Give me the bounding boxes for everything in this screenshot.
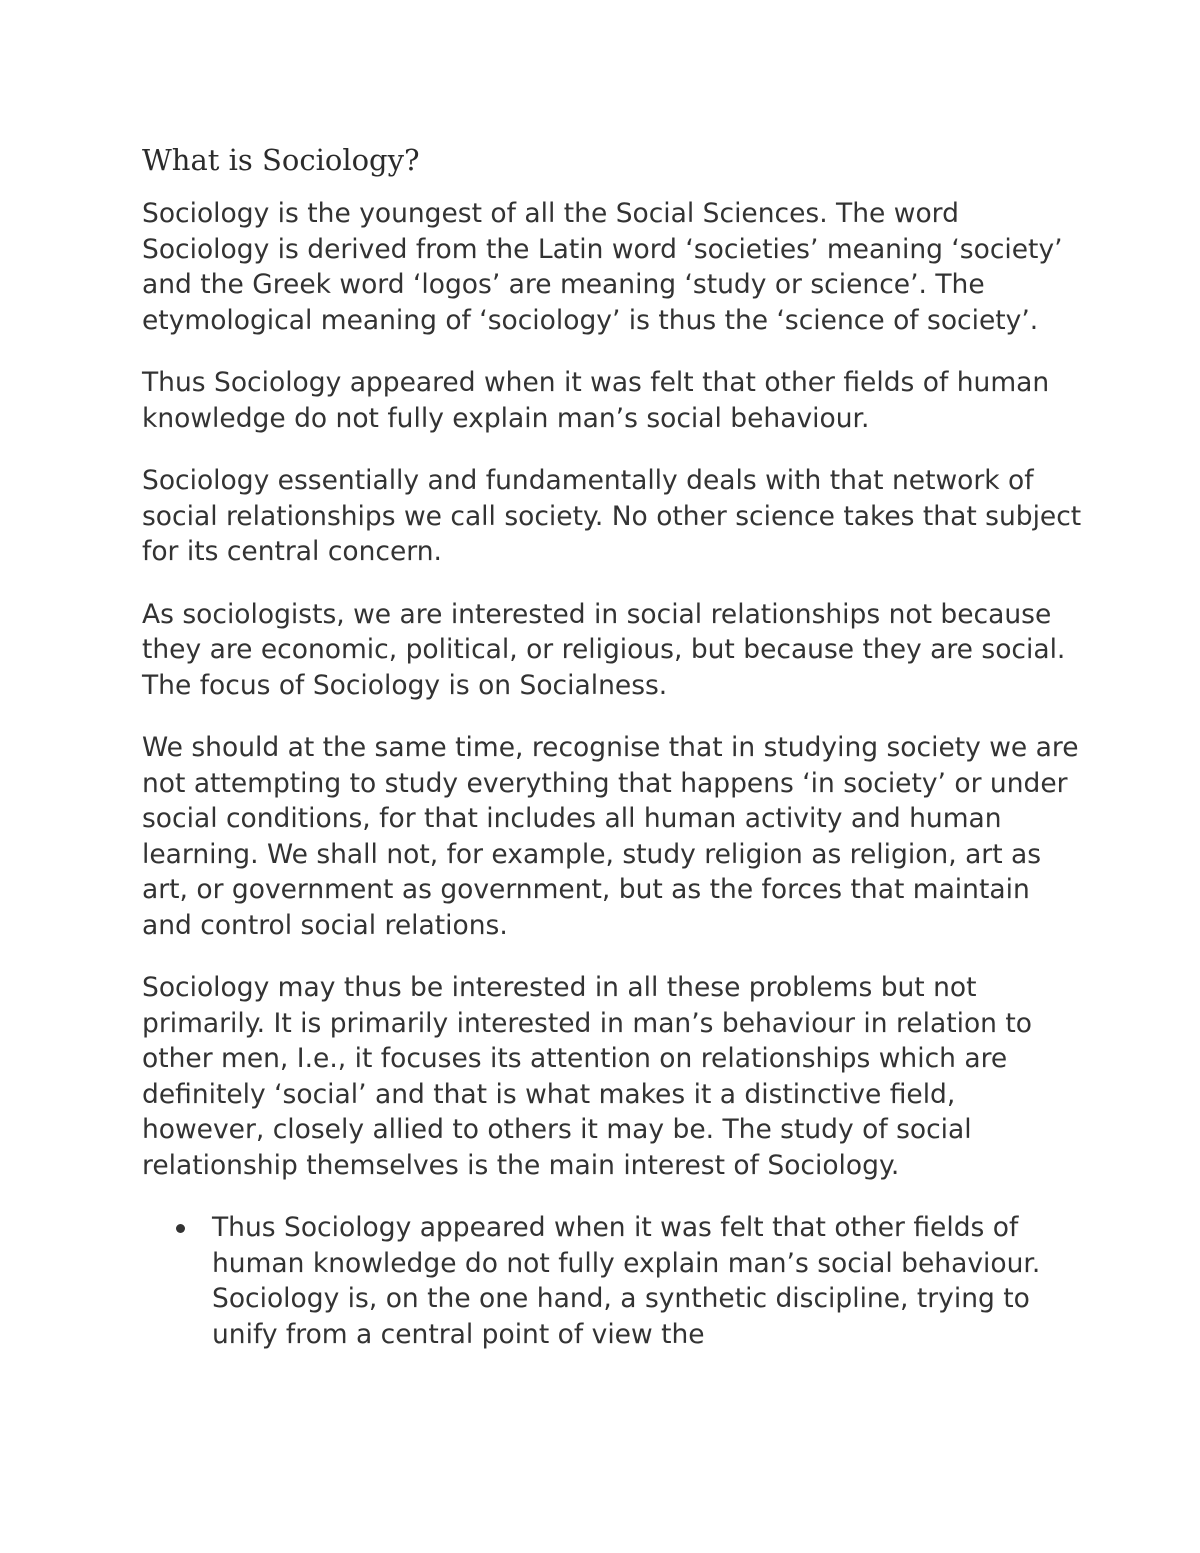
bullet-list-item — [142, 1210, 1082, 1352]
bullet-list — [142, 1210, 1082, 1352]
document-title: What is Sociology? — [142, 143, 420, 177]
bullet-item-text: Thus Sociology appeared when it was felt that other fields of human knowledge do not fully explain man’s social behaviour. Sociology is, on the one hand, a synthetic discipline, trying to unify from a central point of view the — [212, 1212, 1041, 1350]
paragraph-definition: Sociology is the youngest of all the Social Sciences. The word Sociology is derived from the Latin word ‘societies’ meaning ‘society’ and the Greek word ‘logos’ are meaning ‘study or science’. The etymological meaning of ‘sociology’ is thus the ‘science of society’. — [142, 198, 1063, 336]
paragraph-interest: Sociology may thus be interested in all these problems but not primarily. It is primarily interested in man’s behaviour in relation to other men, I.e., it focuses its attention on relationships which are definitely ‘social’ and that is what makes it a distinctive field, however, closely allied to others it may be. The study of social relationship themselves is the main interest of Sociology. — [142, 972, 1033, 1181]
paragraph-origin: Thus Sociology appeared when it was felt that other fields of human knowledge do not fully explain man’s social behaviour. — [142, 367, 1050, 434]
document-page — [142, 140, 1082, 1352]
bullet-point-icon — [176, 1224, 185, 1233]
paragraph-network: Sociology essentially and fundamentally deals with that network of social relationships we call society. No other science takes that subject for its central concern. — [142, 465, 1082, 567]
paragraph-socialness: As sociologists, we are interested in social relationships not because they are economic, political, or religious, but because they are social. The focus of Sociology is on Socialness. — [142, 598, 1066, 701]
paragraph-scope: We should at the same time, recognise that in studying society we are not attempting to study everything that happens ‘in society’ or under social conditions, for that includes all human activity and human learning. We shall not, for example, study religion as religion, art as art, or government as government, but as the forces that maintain and control social relations. — [142, 732, 1079, 941]
